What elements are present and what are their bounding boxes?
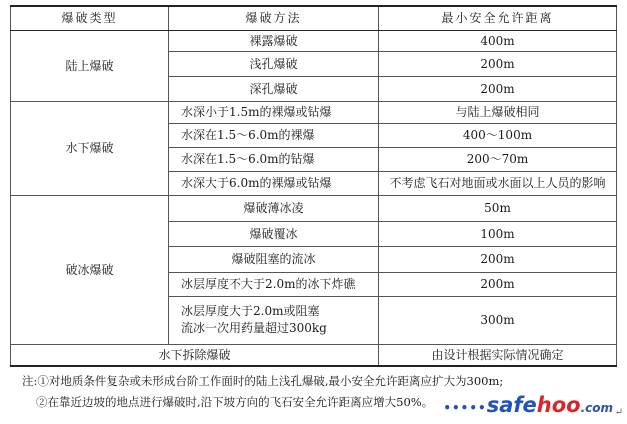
distance-cell: 100m <box>379 221 617 246</box>
distance-cell: 300m <box>379 296 617 344</box>
header-row <box>11 6 617 30</box>
watermark-text-hoo: hoo <box>536 393 581 417</box>
distance-cell: 50m <box>379 195 617 221</box>
header-blast-method: 爆破方法 <box>169 6 379 30</box>
distance-cell: 不考虑飞石对地面或水面以上人员的影响 <box>379 171 617 195</box>
category-cell: 水下爆破 <box>11 101 169 195</box>
method-cell <box>169 296 379 344</box>
method-line: 流冰一次用药量超过300kg <box>181 321 327 335</box>
note-2: ②在靠近边坡的地点进行爆破时,沿下坡方向的飞石安全允许距离应增大50%。 <box>36 395 434 409</box>
watermark-dots: ••••• <box>443 401 487 415</box>
final-row-label: 水下拆除爆破 <box>11 344 379 366</box>
distance-cell: 200m <box>379 76 617 101</box>
category-cell: 陆上爆破 <box>11 30 169 101</box>
table-row <box>11 30 617 51</box>
method-line: 冰层厚度大于2.0m或阻塞 <box>181 304 320 318</box>
method-cell: 浅孔爆破 <box>169 51 379 76</box>
method-cell: 爆破覆冰 <box>169 221 379 246</box>
header-min-safe-distance: 最小安全允许距离 <box>379 6 617 30</box>
paragraph-mark-icon: ↵ <box>614 407 623 418</box>
distance-cell: 400～100m <box>379 123 617 147</box>
method-cell: 水深在1.5～6.0m的钻爆 <box>169 147 379 171</box>
method-cell: 爆破阻塞的流冰 <box>169 246 379 272</box>
note-1: 注:①对地质条件复杂或未形成台阶工作面时的陆上浅孔爆破,最小安全允许距离应扩大为300m; <box>22 374 504 388</box>
watermark-text-safe: safe <box>486 393 537 417</box>
distance-cell: 与陆上爆破相同 <box>379 101 617 123</box>
method-cell: 水深小于1.5m的裸爆或钻爆 <box>169 101 379 123</box>
method-cell: 水深在1.5～6.0m的裸爆 <box>169 123 379 147</box>
distance-cell: 200m <box>379 246 617 272</box>
distance-cell: 200～70m <box>379 147 617 171</box>
blasting-safety-distance-table <box>10 5 617 367</box>
distance-cell: 400m <box>379 30 617 51</box>
category-cell: 破冰爆破 <box>11 195 169 344</box>
watermark-suffix: .com <box>580 401 613 415</box>
distance-cell: 200m <box>379 272 617 296</box>
method-cell: 冰层厚度不大于2.0m的冰下炸礁 <box>169 272 379 296</box>
method-cell: 裸露爆破 <box>169 30 379 51</box>
distance-cell: 由设计根据实际情况确定 <box>379 344 617 366</box>
watermark-logo <box>443 393 613 417</box>
method-cell: 深孔爆破 <box>169 76 379 101</box>
table-row <box>11 101 617 123</box>
method-cell: 水深大于6.0m的裸爆或钻爆 <box>169 171 379 195</box>
method-cell: 爆破薄冰凌 <box>169 195 379 221</box>
table-row <box>11 195 617 221</box>
table-row <box>11 344 617 366</box>
header-blast-type: 爆破类型 <box>11 6 169 30</box>
distance-cell: 200m <box>379 51 617 76</box>
